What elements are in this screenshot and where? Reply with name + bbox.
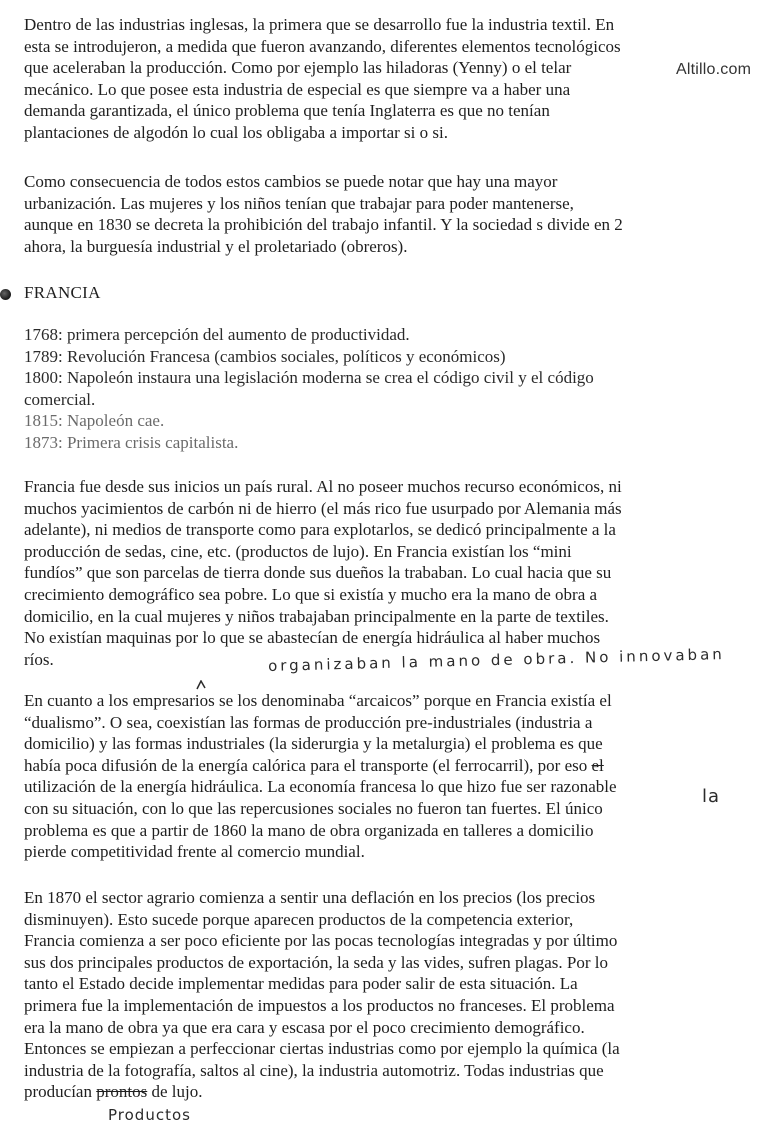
timeline-item: 1800: Napoleón instaura una legislación moderna se crea el código civil y el código xyxy=(24,368,594,388)
text-line: industria de la fotografía, saltos al cine), la industria automotriz. Todas industrias que xyxy=(24,1060,604,1080)
text-line: fundíos” que son parcelas de tierra donde sus dueños la trababan. Lo cual hacia que su xyxy=(24,563,612,583)
text-segment: producían xyxy=(24,1082,97,1102)
text-line: ahora, la burguesía industrial y el proletariado (obreros). xyxy=(24,236,408,256)
consequence-paragraph xyxy=(24,171,724,257)
text-line: Como consecuencia de todos estos cambios se puede notar que hay una mayor xyxy=(24,172,558,191)
france-paragraph xyxy=(24,476,724,670)
handwritten-annotation: Productos xyxy=(108,1106,191,1124)
entrepreneurs-paragraph xyxy=(24,690,724,863)
text-line: domicilio, en la cual mujeres y niños trabajaban principalmente en la parte de textiles. xyxy=(24,606,609,626)
timeline-item: comercial. xyxy=(24,389,96,409)
text-line: En 1870 el sector agrario comienza a sentir una deflación en los precios (los precios xyxy=(24,888,596,907)
intro-paragraph xyxy=(24,14,724,144)
text-line: En cuanto a los empresarios se los denominaba “arcaicos” porque en Francia existía el xyxy=(24,691,612,710)
bullet-icon xyxy=(0,289,11,300)
text-line: crecimiento demográfico sea pobre. Lo que si existía y mucho era la mano de obra a xyxy=(24,584,598,604)
text-line: primera fue la implementación de impuestos a los productos no franceses. El problema xyxy=(24,995,615,1015)
text-line: “dualismo”. O sea, coexistían las formas de producción pre-industriales (industria a xyxy=(24,712,593,732)
struck-word: prontos xyxy=(96,1082,148,1102)
text-line: Dentro de las industrias inglesas, la primera que se desarrollo fue la industria textil. En xyxy=(24,15,615,34)
insertion-caret-icon xyxy=(196,680,206,690)
text-line: Francia comienza a ser poco eficiente por las pocas tecnologías integradas y por último xyxy=(24,931,618,951)
text-line: Francia fue desde sus inicios un país rural. Al no poseer muchos recurso económicos, ni xyxy=(24,477,622,496)
text-line: adelante), ni medios de transporte como para explotarlos, se dedicó principalmente a la xyxy=(24,520,616,540)
text-segment: de lujo. xyxy=(147,1082,203,1102)
text-line: esta se introdujeron, a medida que fueron avanzando, diferentes elementos tecnológicos xyxy=(24,36,621,56)
text-line: producción de sedas, cine, etc. (productos de lujo). En Francia existían los “mini xyxy=(24,541,572,561)
handwritten-annotation: la xyxy=(702,786,721,807)
text-line xyxy=(24,755,724,777)
text-line: era la mano de obra ya que era cara y escasa por el poco crecimiento demográfico. xyxy=(24,1017,585,1037)
text-line: pierde competitividad frente al comercio mundial. xyxy=(24,842,365,862)
text-line: ríos. xyxy=(24,649,54,669)
text-line: que aceleraban la producción. Como por ejemplo las hiladoras (Yenny) o el telar xyxy=(24,58,572,78)
handwritten-annotation: organizaban la mano de obra. No innovaban xyxy=(267,645,726,675)
text-line: sus dos principales productos de exportación, la seda y las vides, sufren plagas. Por lo xyxy=(24,952,609,972)
agrarian-paragraph xyxy=(24,887,724,1103)
text-segment: había poca difusión de la energía calórica para el transporte (el ferrocarril), por eso xyxy=(24,755,588,775)
text-line: demanda garantizada, el único problema que tenía Inglaterra es que no tenían xyxy=(24,101,550,121)
timeline-item: 1768: primera percepción del aumento de productividad. xyxy=(24,325,410,344)
text-line: tanto el Estado decide implementar medidas para poder salir de esta situación. La xyxy=(24,974,578,994)
section-heading: FRANCIA xyxy=(24,283,101,302)
text-line: urbanización. Las mujeres y los niños tenían que trabajar para poder mantenerse, xyxy=(24,193,574,213)
text-line: muchos yacimientos de carbón ni de hierro (el más rico fue usurpado por Alemania más xyxy=(24,498,622,518)
text-line: plantaciones de algodón lo cual los obligaba a importar si o si. xyxy=(24,122,448,142)
struck-word: el xyxy=(591,755,604,775)
text-line xyxy=(24,1081,724,1103)
text-line: problema es que a partir de 1860 la mano de obra organizada en talleres a domicilio xyxy=(24,820,594,840)
text-line: No existían maquinas por lo que se abastecían de energía hidráulica al haber muchos xyxy=(24,628,601,648)
timeline-item: 1815: Napoleón cae. xyxy=(24,411,165,431)
timeline-item: 1789: Revolución Francesa (cambios sociales, políticos y económicos) xyxy=(24,346,506,366)
text-line: domicilio) y las formas industriales (la siderurgia y la metalurgia) el problema es que xyxy=(24,734,603,754)
text-line: aunque en 1830 se decreta la prohibición del trabajo infantil. Y la sociedad s divide en 2 xyxy=(24,215,623,235)
text-line: utilización de la energía hidráulica. La economía francesa lo que hizo fue ser razonable xyxy=(24,777,617,797)
timeline-item: 1873: Primera crisis capitalista. xyxy=(24,432,239,452)
text-line: Entonces se empiezan a perfeccionar ciertas industrias como por ejemplo la química (la xyxy=(24,1039,620,1059)
watermark: Altillo.com xyxy=(676,61,752,78)
text-line: disminuyen). Esto sucede porque aparecen productos de la competencia exterior, xyxy=(24,909,574,929)
text-line: mecánico. Lo que posee esta industria de especial es que siempre va a haber una xyxy=(24,79,571,99)
text-line: con su situación, con lo que las repercusiones sociales no fueron tan fuertes. El único xyxy=(24,798,603,818)
timeline-list xyxy=(24,324,724,454)
